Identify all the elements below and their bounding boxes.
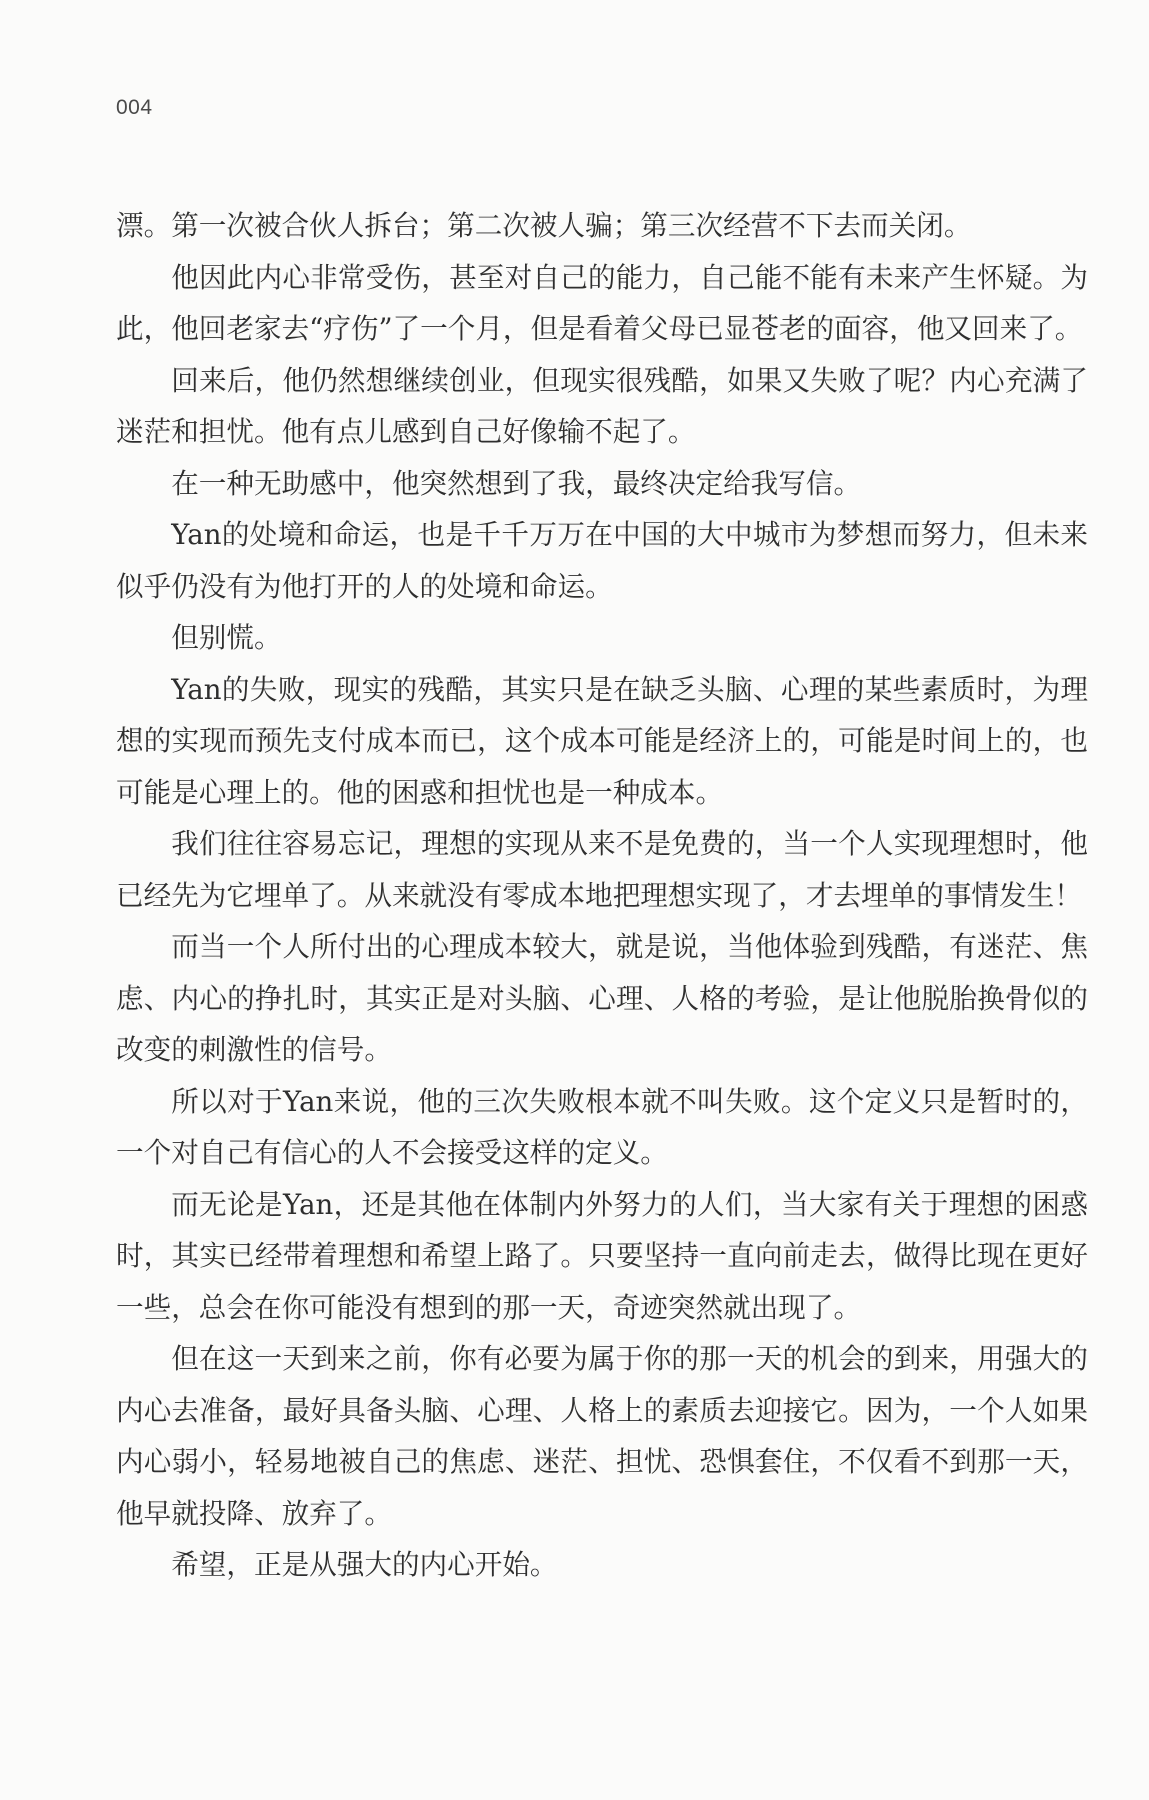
- paragraph: Yan的失败，现实的残酷，其实只是在缺乏头脑、心理的某些素质时，为理想的实现而预先支付成本而已，这个成本可能是经济上的，可能是时间上的，也可能是心理上的。他的困惑和担忧也是一种成本。: [116, 672, 1088, 809]
- paragraph: 但在这一天到来之前，你有必要为属于你的那一天的机会的到来，用强大的内心去准备，最好具备头脑、心理、人格上的素质去迎接它。因为，一个人如果内心弱小，轻易地被自己的焦虑、迷茫、担忧、恐惧套住，不仅看不到那一天，他早就投降、放弃了。: [116, 1342, 1088, 1530]
- paragraph: 而无论是Yan，还是其他在体制内外努力的人们，当大家有关于理想的困惑时，其实已经带着理想和希望上路了。只要坚持一直向前走去，做得比现在更好一些，总会在你可能没有想到的那一天，奇迹突然就出现了。: [116, 1187, 1088, 1324]
- paragraph: 我们往往容易忘记，理想的实现从来不是免费的，当一个人实现理想时，他已经先为它埋单了。从来就没有零成本地把理想实现了，才去埋单的事情发生！: [116, 827, 1088, 912]
- paragraph: 他因此内心非常受伤，甚至对自己的能力，自己能不能有未来产生怀疑。为此，他回老家去“疗伤”了一个月，但是看着父母已显苍老的面容，他又回来了。: [116, 260, 1088, 345]
- page-number: 004: [116, 96, 153, 119]
- paragraph: 但别慌。: [171, 621, 282, 654]
- paragraph: 而当一个人所付出的心理成本较大，就是说，当他体验到残酷，有迷茫、焦虑、内心的挣扎时，其实正是对头脑、心理、人格的考验，是让他脱胎换骨似的改变的刺激性的信号。: [116, 930, 1088, 1066]
- body-text: [116, 200, 1088, 1591]
- paragraph: 回来后，他仍然想继续创业，但现实很残酷，如果又失败了呢？内心充满了迷茫和担忧。他有点儿感到自己好像输不起了。: [116, 363, 1088, 448]
- paragraph: 所以对于Yan来说，他的三次失败根本就不叫失败。这个定义只是暂时的，一个对自己有信心的人不会接受这样的定义。: [116, 1084, 1088, 1169]
- paragraph-continuation: 漂。第一次被合伙人拆台；第二次被人骗；第三次经营不下去而关闭。: [116, 209, 972, 242]
- paragraph: 在一种无助感中，他突然想到了我，最终决定给我写信。: [171, 466, 862, 500]
- paragraph: Yan的处境和命运，也是千千万万在中国的大中城市为梦想而努力，但未来似乎仍没有为他打开的人的处境和命运。: [116, 518, 1088, 603]
- paragraph: 希望，正是从强大的内心开始。: [171, 1548, 558, 1581]
